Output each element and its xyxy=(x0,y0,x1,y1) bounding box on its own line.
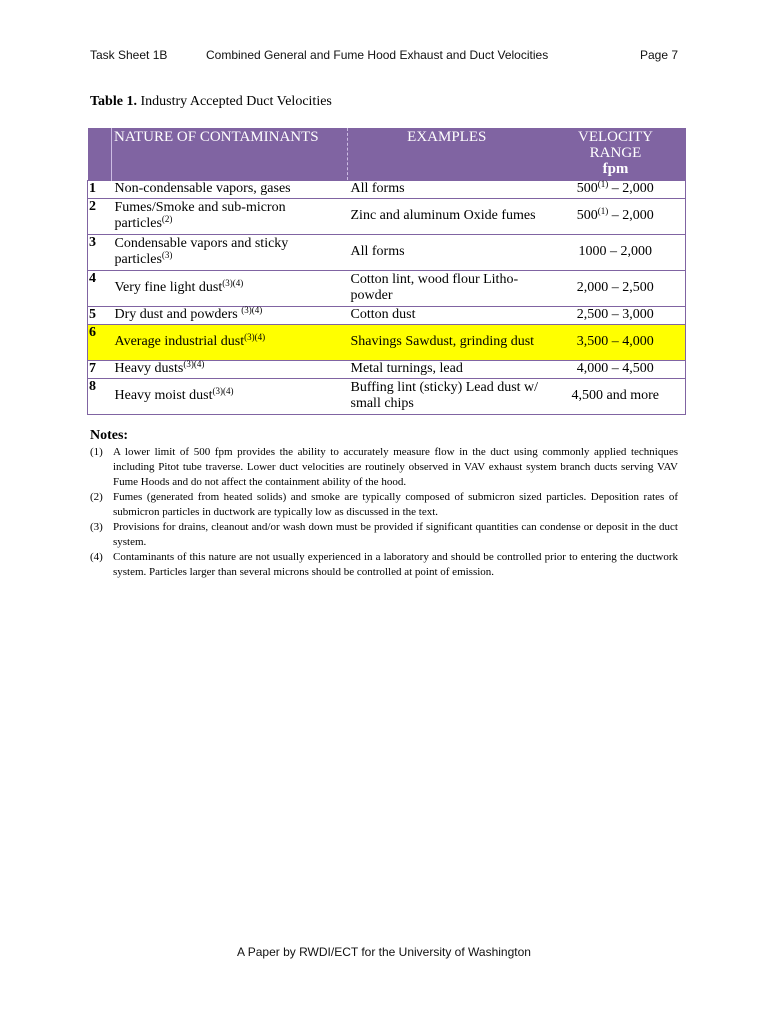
row-velocity-range xyxy=(546,234,686,270)
contaminant-text: Very fine light dust xyxy=(114,280,223,295)
velocity-header-unit: fpm xyxy=(602,161,629,177)
contaminant-text: Heavy dusts xyxy=(114,361,184,376)
row-number: 3 xyxy=(88,234,112,270)
velocity-value: 1000 – 2,000 xyxy=(578,244,652,259)
table-caption-text: Industry Accepted Duct Velocities xyxy=(140,94,332,109)
contaminant-text: Average industrial dust xyxy=(114,334,245,349)
table-body xyxy=(88,180,686,414)
column-header-velocity xyxy=(546,128,686,180)
note-reference: (3)(4) xyxy=(212,386,234,396)
row-examples: All forms xyxy=(348,234,546,270)
duct-velocity-table xyxy=(87,128,686,415)
row-examples: Shavings Sawdust, grinding dust xyxy=(348,324,546,360)
velocity-header-line2: RANGE xyxy=(589,145,642,161)
contaminant-text: Dry dust and powders xyxy=(114,307,242,322)
note-reference: (3)(4) xyxy=(241,305,263,315)
table-caption-label: Table 1. xyxy=(90,94,137,109)
velocity-value: 4,000 – 4,500 xyxy=(576,361,654,376)
table-header-row xyxy=(88,128,686,180)
note-reference: (1) xyxy=(597,179,609,189)
note-reference: (3) xyxy=(161,250,173,260)
contaminant-text: Fumes/Smoke and sub-micron particles xyxy=(114,200,286,231)
table-row xyxy=(88,270,686,306)
row-velocity-range xyxy=(546,306,686,324)
row-number: 7 xyxy=(88,360,112,378)
row-number: 4 xyxy=(88,270,112,306)
note-reference: (2) xyxy=(161,214,173,224)
velocity-value: 500 xyxy=(576,181,598,196)
page-footer: A Paper by RWDI/ECT for the University of Washington xyxy=(237,945,531,959)
row-number: 8 xyxy=(88,378,112,414)
note-label: (2) xyxy=(90,491,103,503)
row-velocity-range xyxy=(546,270,686,306)
row-number: 5 xyxy=(88,306,112,324)
row-velocity-range xyxy=(546,378,686,414)
velocity-value: 4,500 and more xyxy=(571,388,659,403)
row-velocity-range xyxy=(546,360,686,378)
row-examples: All forms xyxy=(348,180,546,198)
velocity-value: 3,500 – 4,000 xyxy=(576,334,654,349)
velocity-value-upper: – 2,000 xyxy=(608,208,654,223)
velocity-value: 2,000 – 2,500 xyxy=(576,280,654,295)
velocity-value: 2,500 – 3,000 xyxy=(576,307,654,322)
velocity-value-upper: – 2,000 xyxy=(608,181,654,196)
table-row xyxy=(88,180,686,198)
velocity-value: 500 xyxy=(576,208,598,223)
row-number: 1 xyxy=(88,180,112,198)
note-label: (3) xyxy=(90,521,103,533)
row-examples: Cotton lint, wood flour Litho-powder xyxy=(348,270,546,306)
note-label: (1) xyxy=(90,446,103,458)
row-contaminant-nature xyxy=(112,198,348,234)
table-row xyxy=(88,324,686,360)
note-reference: (3)(4) xyxy=(222,278,244,288)
note-item xyxy=(90,520,678,550)
row-examples: Buffing lint (sticky) Lead dust w/ small chips xyxy=(348,378,546,414)
note-label: (4) xyxy=(90,551,103,563)
note-reference: (3)(4) xyxy=(244,332,266,342)
velocity-header-line1: VELOCITY xyxy=(578,129,653,145)
header-task-sheet: Task Sheet 1B xyxy=(90,48,168,62)
row-contaminant-nature xyxy=(112,306,348,324)
contaminant-text: Non-condensable vapors, gases xyxy=(114,181,291,196)
table-row xyxy=(88,378,686,414)
note-text: A lower limit of 500 fpm provides the ability to accurately measure flow in the duct using commonly applied techniques including Pitot tube traverse. Lower duct velocities are routinely observed in VAV exhaust system branch ducts serving VAV Fume Hoods and do not affect the containment ability of the hood. xyxy=(113,446,678,488)
row-velocity-range xyxy=(546,324,686,360)
note-item xyxy=(90,490,678,520)
note-text: Contaminants of this nature are not usually experienced in a laboratory and should be controlled prior to entering the ductwork system. Particles larger than several microns should be controlled at point of emission. xyxy=(113,551,678,578)
table-caption xyxy=(90,94,332,110)
row-number: 2 xyxy=(88,198,112,234)
column-header-nature: NATURE OF CONTAMINANTS xyxy=(112,128,348,180)
row-contaminant-nature xyxy=(112,378,348,414)
notes-title: Notes: xyxy=(90,428,129,443)
row-contaminant-nature xyxy=(112,270,348,306)
contaminant-text: Condensable vapors and sticky particles xyxy=(114,236,289,267)
note-text: Fumes (generated from heated solids) and smoke are typically composed of submicron sized particles. Deposition rates of submicron particles in ductwork are typically low as discussed in the text. xyxy=(113,491,678,518)
note-item xyxy=(90,445,678,490)
row-number: 6 xyxy=(88,324,112,360)
note-reference: (1) xyxy=(597,206,609,216)
row-contaminant-nature xyxy=(112,324,348,360)
row-contaminant-nature xyxy=(112,234,348,270)
note-text: Provisions for drains, cleanout and/or wash down must be provided if significant quantities can condense or deposit in the duct system. xyxy=(113,521,678,548)
row-examples: Metal turnings, lead xyxy=(348,360,546,378)
row-velocity-range xyxy=(546,198,686,234)
column-header-examples: EXAMPLES xyxy=(348,128,546,180)
table-row xyxy=(88,360,686,378)
row-contaminant-nature xyxy=(112,180,348,198)
header-number-cell xyxy=(88,128,112,180)
header-document-title: Combined General and Fume Hood Exhaust and Duct Velocities xyxy=(206,48,549,62)
contaminant-text: Heavy moist dust xyxy=(114,388,213,403)
row-examples: Zinc and aluminum Oxide fumes xyxy=(348,198,546,234)
note-item xyxy=(90,550,678,580)
table-row xyxy=(88,234,686,270)
row-examples: Cotton dust xyxy=(348,306,546,324)
row-velocity-range xyxy=(546,180,686,198)
note-reference: (3)(4) xyxy=(183,359,205,369)
row-contaminant-nature xyxy=(112,360,348,378)
header-page-number: Page 7 xyxy=(640,48,679,62)
table-row xyxy=(88,198,686,234)
table-row xyxy=(88,306,686,324)
notes-list xyxy=(90,445,678,580)
